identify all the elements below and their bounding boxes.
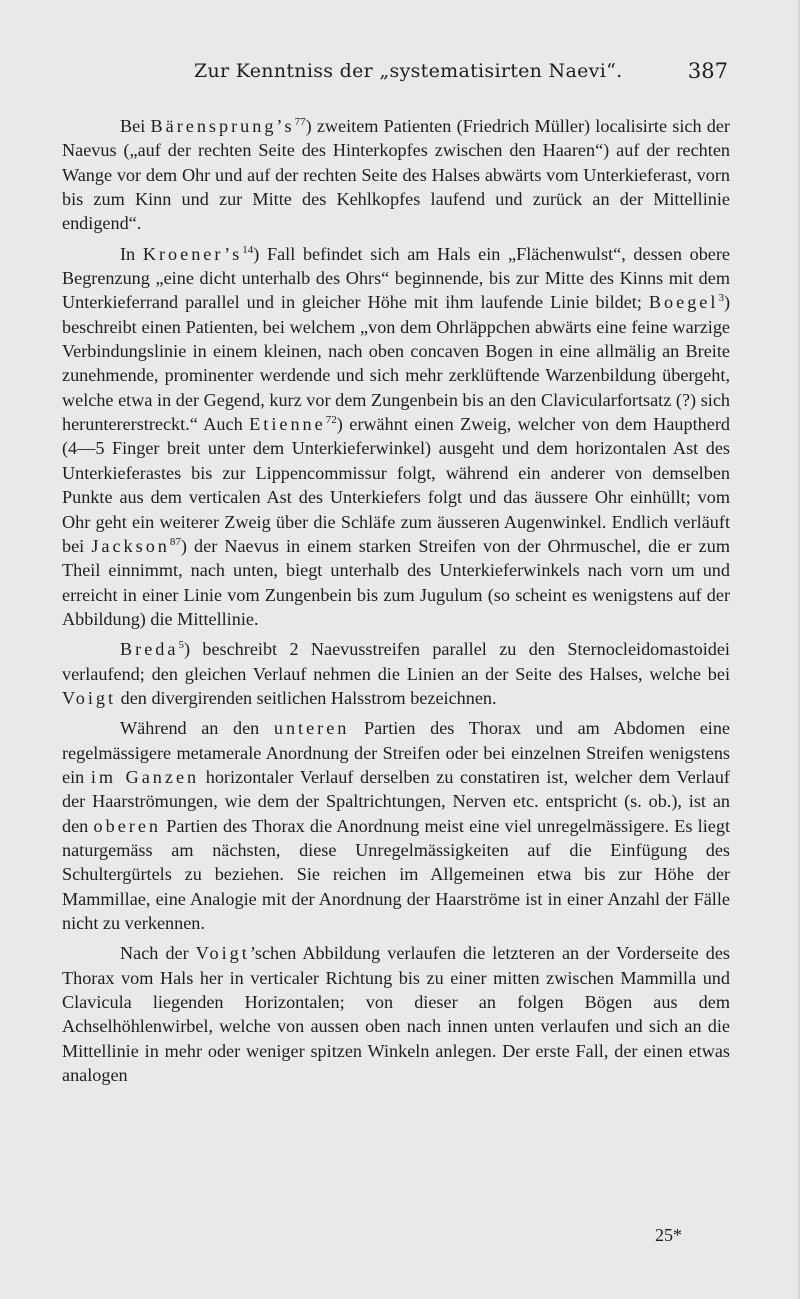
spaced-name: Kroener’s: [142, 243, 243, 264]
spaced-name: Jackson: [91, 535, 170, 556]
text-run: Während an den: [120, 718, 274, 739]
text-run: ’schen Abbildung verlaufen die letzteren an der Vorderseite des Thorax vom Hals her in verticaler Richtung bis zu einer mitten zwischen Mammilla und Clavicula liegenden Horizontalen; von dieser an folgen Bögen aus dem Achselhöhlenwirbel, welche von aussen oben nach innen unten verlaufen und sich an die Mittellinie in mehr oder weniger spitzen Winkeln anlegen. Der erste Fall, der einen etwas analogen: [62, 943, 730, 1086]
text-run: ) beschreibt 2 Naevusstreifen parallel zu den Sternocleidomastoidei verlaufend; den gleichen Verlauf nehmen die Linien an der Seite des Halses, welche bei: [62, 639, 730, 684]
paragraph: [62, 716, 730, 935]
text-run: ) der Naevus in einem starken Streifen von der Ohrmuschel, die er zum Theil einnimmt, nach unten, biegt unterhalb des Unterkieferwinkels nach vorn um und erreicht in einer Linie vom Zungenbein bis zum Jugulum (so scheint es wenigstens auf der Abbildung) die Mittellinie.: [62, 535, 730, 629]
text-run: Bei: [120, 116, 151, 136]
paragraph: [62, 637, 730, 710]
text-run: ) zweitem Patienten (Friedrich Müller) localisirte sich der Naevus („auf der rechten Seite des Hinterkopfes zwischen den Haaren“) auf der rechten Wange vor dem Ohr und auf der rechten Seite des Halses abwärts vom Unterkieferast, vorn bis zum Kinn und zur Mitte des Kehlkopfes laufend und zurück an der Mittellinie endigend“.: [62, 116, 730, 234]
running-header: [62, 58, 730, 86]
spaced-name: Bärensprung’s: [150, 116, 295, 136]
footnote-ref: 72: [325, 414, 337, 427]
spaced-name: unteren: [273, 718, 350, 739]
running-title: Zur Kenntniss der „systematisirten Naevi“.: [194, 60, 623, 82]
text-run: In: [120, 243, 143, 264]
spaced-name: Voigt: [195, 943, 250, 964]
footnote-ref: 87: [169, 535, 181, 548]
page-number: 387: [687, 59, 728, 83]
signature-mark: 25*: [655, 1225, 682, 1245]
text-run: horizontaler Verlauf derselben zu constatiren ist, welcher dem Verlauf der Haarströmungen, wie dem der Spaltrichtungen, Nerven etc. entspricht (s. ob.), ist an den: [62, 766, 730, 836]
footnote-ref: 5: [178, 639, 184, 652]
text-run: Partien des Thorax und am Abdomen eine regelmässigere metamerale Anordnung der Streifen oder bei einzelnen Streifen wenigstens ein: [62, 718, 731, 787]
spaced-name: Voigt: [62, 687, 117, 708]
paragraph: [62, 242, 730, 632]
text-run: ) erwähnt einen Zweig, welcher von dem Hauptherd (4—5 Finger breit unter dem Unterkieferwinkel) ausgeht und dem horizontalen Ast des Unterkieferastes bis zur Lippencommissur folgt, während ein anderer von demselben Punkte aus dem verticalen Ast des Unterkiefers folgt und das äussere Ohr einhüllt; vom Ohr geht ein weiterer Zweig über die Schläfe zum äusseren Augenwinkel. Endlich verläuft bei: [62, 414, 730, 556]
spaced-name: Breda: [120, 639, 179, 660]
paragraph: [62, 114, 730, 236]
text-run: Nach der: [120, 943, 196, 964]
footnote-ref: 14: [242, 243, 254, 256]
spaced-name: Etienne: [249, 414, 326, 435]
text-run: ) beschreibt einen Patienten, bei welchem „von dem Ohrläppchen abwärts eine feine warzige Verbindungslinie in einem kleinen, nach oben concaven Bogen in eine allmälig an Breite zunehmende, prominenter werdende und sich mehr zerklüftende Warzenbildung übergeht, welche etwa in der Gegend, kurz vor dem Zungenbein bis an den Clavicularfortsatz (?) sich heruntererstreckt.“ Auch: [62, 292, 730, 435]
text-run: ) Fall befindet sich am Hals ein „Flächenwulst“, dessen obere Begrenzung „eine dicht unterhalb des Ohrs“ beginnende, bis zur Mitte des Kinns mit dem Unterkieferrand parallel und in gleicher Höhe mit ihm laufende Linie bildet;: [62, 243, 730, 313]
footnote-ref: 77: [294, 116, 306, 128]
spaced-name: oberen: [93, 815, 161, 836]
text-run: den divergirenden seitlichen Halsstrom bezeichnen.: [116, 687, 497, 708]
spaced-name: im Ganzen: [90, 766, 200, 787]
text-run: Partien des Thorax die Anordnung meist eine viel unregelmässigere. Es liegt naturgemäss am nächsten, diese Unregelmässigkeiten auf die Einfügung des Schultergürtels zu beziehen. Sie reichen im Allgemeinen etwa bis zur Höhe der Mammillae, eine Analogie mit der Anordnung der Haarströme ist in einer Anzahl der Fälle nicht zu verkennen.: [62, 815, 730, 933]
footnote-ref: 3: [718, 292, 724, 305]
body-text: [62, 114, 730, 1093]
spaced-name: Boegel: [648, 292, 719, 313]
paragraph: [62, 941, 730, 1087]
